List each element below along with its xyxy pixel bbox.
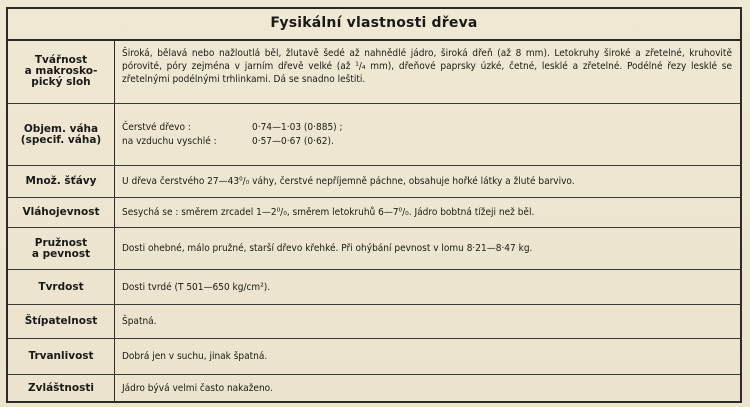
row-value-text: Jádro bývá velmi často nakaženo.: [122, 382, 273, 394]
table-row-hardness: [8, 270, 740, 305]
density-state-fresh: Čerstvé dřevo :: [122, 122, 191, 133]
row-label: Štípatelnost: [24, 315, 98, 327]
table-row-sap: [8, 166, 740, 198]
row-value: [122, 375, 732, 401]
row-label: Zvláštnosti: [28, 381, 94, 394]
row-value: [122, 166, 732, 197]
row-value-text: Široká, bělavá nebo nažloutlá běl, žlutavě šedé až nahnědlé jádro, široká dřeň (až 8 mm). Letokruhy široké a zřetelné, kruhovitě pórovité, póry zejména v jarním dřevě velké (až ¹/₄ mm), dřeňové paprsky úzké, četné, lesklé a zřetelné. Podélné řezy lesklé se zřetelnými podélnými trhlinkami. Dá se snadno leštiti.: [122, 48, 732, 85]
row-value: [122, 104, 732, 165]
density-state-dry: na vzduchu vyschlé :: [122, 136, 217, 147]
row-label: Pružnost a pevnost: [31, 236, 91, 260]
row-label: Objem. váha (specif. váha): [20, 122, 102, 146]
table-title: Fysikální vlastnosti dřeva: [8, 9, 740, 41]
table-row-density: [8, 104, 740, 166]
row-value: [122, 228, 732, 269]
table-row-elasticity: [8, 228, 740, 270]
density-values: [122, 121, 343, 148]
row-value: [122, 270, 732, 304]
row-label: Množ. šťávy: [25, 175, 97, 187]
row-label: Tvrdost: [38, 280, 84, 293]
row-value-text: Špatná.: [122, 316, 157, 327]
row-value-text: Dobrá jen v suchu, jinak špatná.: [122, 351, 268, 362]
row-label: Tvářnost a makrosko- pický sloh: [24, 53, 98, 88]
table-row-special: [8, 375, 740, 401]
density-value-fresh: 0·74—1·03 (0·885) ;: [252, 122, 343, 133]
row-value-text: Sesychá se : směrem zrcadel 1—2⁰/₀, směrem letokruhů 6—7⁰/₀. Jádro bobtná tížeji než běl.: [122, 207, 535, 218]
table-row-moisture: [8, 198, 740, 228]
properties-table: [6, 7, 742, 403]
table-row-durability: [8, 339, 740, 375]
row-value: [122, 198, 732, 227]
table-row-texture: [8, 39, 740, 104]
row-value-text: Dosti tvrdé (T 501—650 kg/cm²).: [122, 281, 271, 293]
row-value-text: Dosti ohebné, málo pružné, starší dřevo křehké. Při ohýbání pevnost v lomu 8·21—8·47 kg.: [122, 243, 533, 254]
row-label: Trvanlivost: [28, 350, 94, 362]
density-value-dry: 0·57—0·67 (0·62).: [252, 136, 334, 147]
row-value: [122, 305, 732, 338]
row-value: [122, 339, 732, 374]
row-value: [122, 39, 732, 111]
row-label: Vláhojevnost: [22, 206, 100, 218]
row-value-text: U dřeva čerstvého 27—43⁰/₀ váhy, čerstvé nepříjemně páchne, obsahuje hořké látky a žluté barvivo.: [122, 176, 575, 187]
table-row-splitting: [8, 305, 740, 339]
